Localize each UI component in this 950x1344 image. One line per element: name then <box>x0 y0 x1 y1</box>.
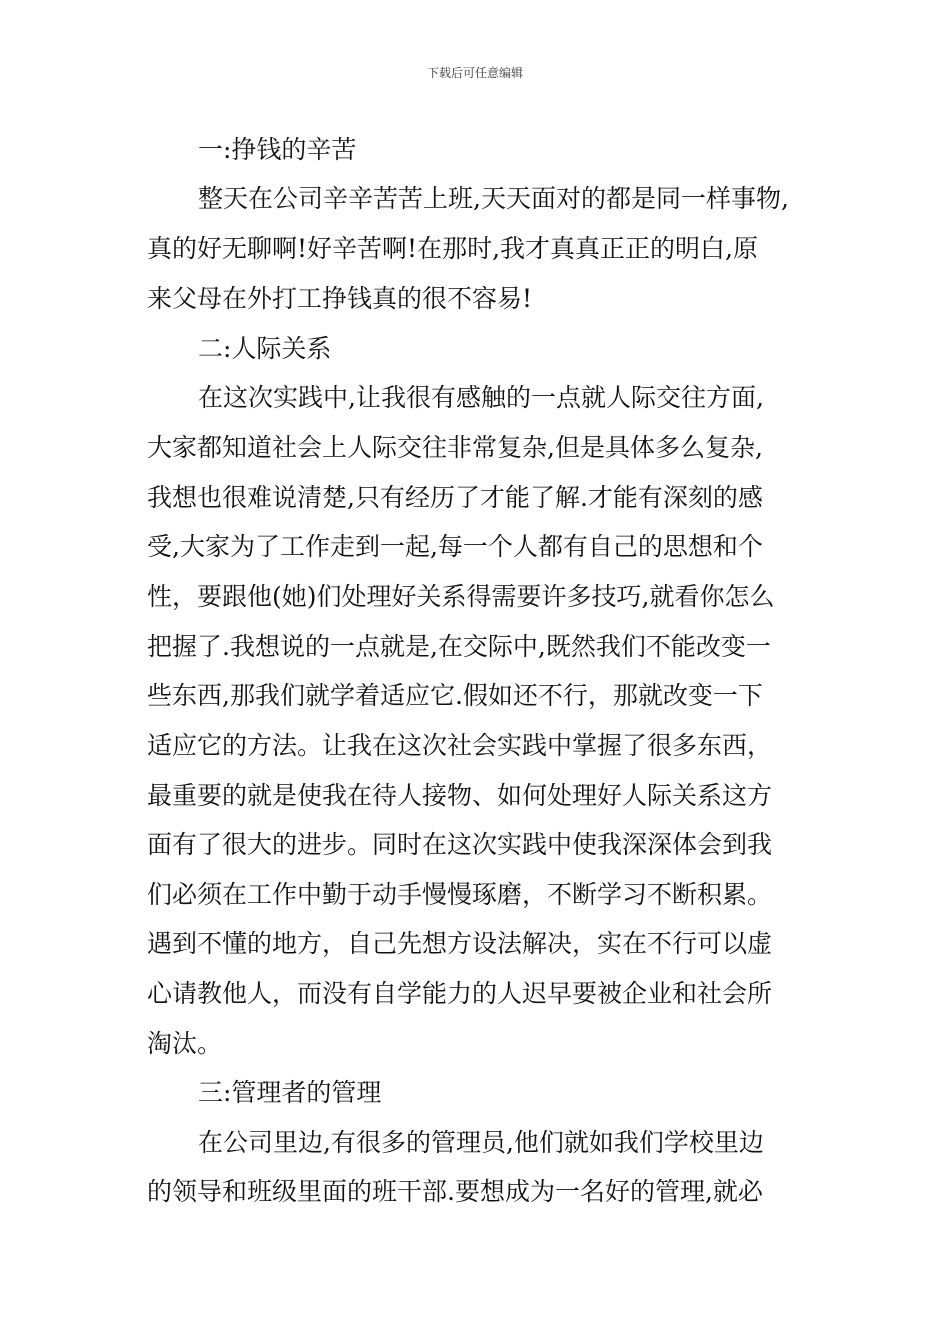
paragraph-line: 受,大家为了工作走到一起,每一个人都有自己的思想和个 <box>147 532 763 561</box>
paragraph-line: 真的好无聊啊!好辛苦啊!在那时,我才真真正正的明白,原 <box>147 234 758 263</box>
paragraph-line: 适应它的方法。让我在这次社会实践中掌握了很多东西， <box>147 731 773 760</box>
paragraph-line: 些东西,那我们就学着适应它.假如还不行，那就改变一下 <box>147 681 763 710</box>
paragraph-line: 淘汰。 <box>147 1029 223 1058</box>
paragraph-line: 最重要的就是使我在待人接物、如何处理好人际关系这方 <box>147 781 773 810</box>
paragraph-line: 来父母在外打工挣钱真的很不容易! <box>147 284 533 313</box>
paragraph-line: 性，要跟他(她)们处理好关系得需要许多技巧,就看你怎么 <box>147 582 775 611</box>
paragraph-line: 遇到不懂的地方，自己先想方设法解决，实在不行可以虚 <box>147 929 773 958</box>
paragraph-line: 把握了.我想说的一点就是,在交际中,既然我们不能改变一 <box>147 632 771 661</box>
section-heading-1: 一:挣钱的辛苦 <box>198 135 357 164</box>
paragraph-line: 在公司里边,有很多的管理员,他们就如我们学校里边 <box>198 1128 764 1157</box>
section-heading-2: 二:人际关系 <box>198 334 332 363</box>
section-heading-3: 三:管理者的管理 <box>198 1078 382 1107</box>
paragraph-line: 大家都知道社会上人际交往非常复杂,但是具体多么复杂, <box>147 433 763 462</box>
page-header: 下载后可任意编辑 <box>426 66 523 80</box>
paragraph-line: 们必须在工作中勤于动手慢慢琢磨，不断学习不断积累。 <box>147 880 773 909</box>
paragraph-line: 面有了很大的进步。同时在这次实践中使我深深体会到我 <box>147 830 773 859</box>
paragraph-line: 我想也很难说清楚,只有经历了才能了解.才能有深刻的感 <box>147 483 763 512</box>
paragraph-line: 整天在公司辛辛苦苦上班,天天面对的都是同一样事物, <box>198 184 789 213</box>
paragraph-line: 在这次实践中,让我很有感触的一点就人际交往方面, <box>198 383 764 412</box>
paragraph-line: 的领导和班级里面的班干部.要想成为一名好的管理,就必 <box>147 1177 763 1206</box>
paragraph-line: 心请教他人，而没有自学能力的人迟早要被企业和社会所 <box>147 979 773 1008</box>
